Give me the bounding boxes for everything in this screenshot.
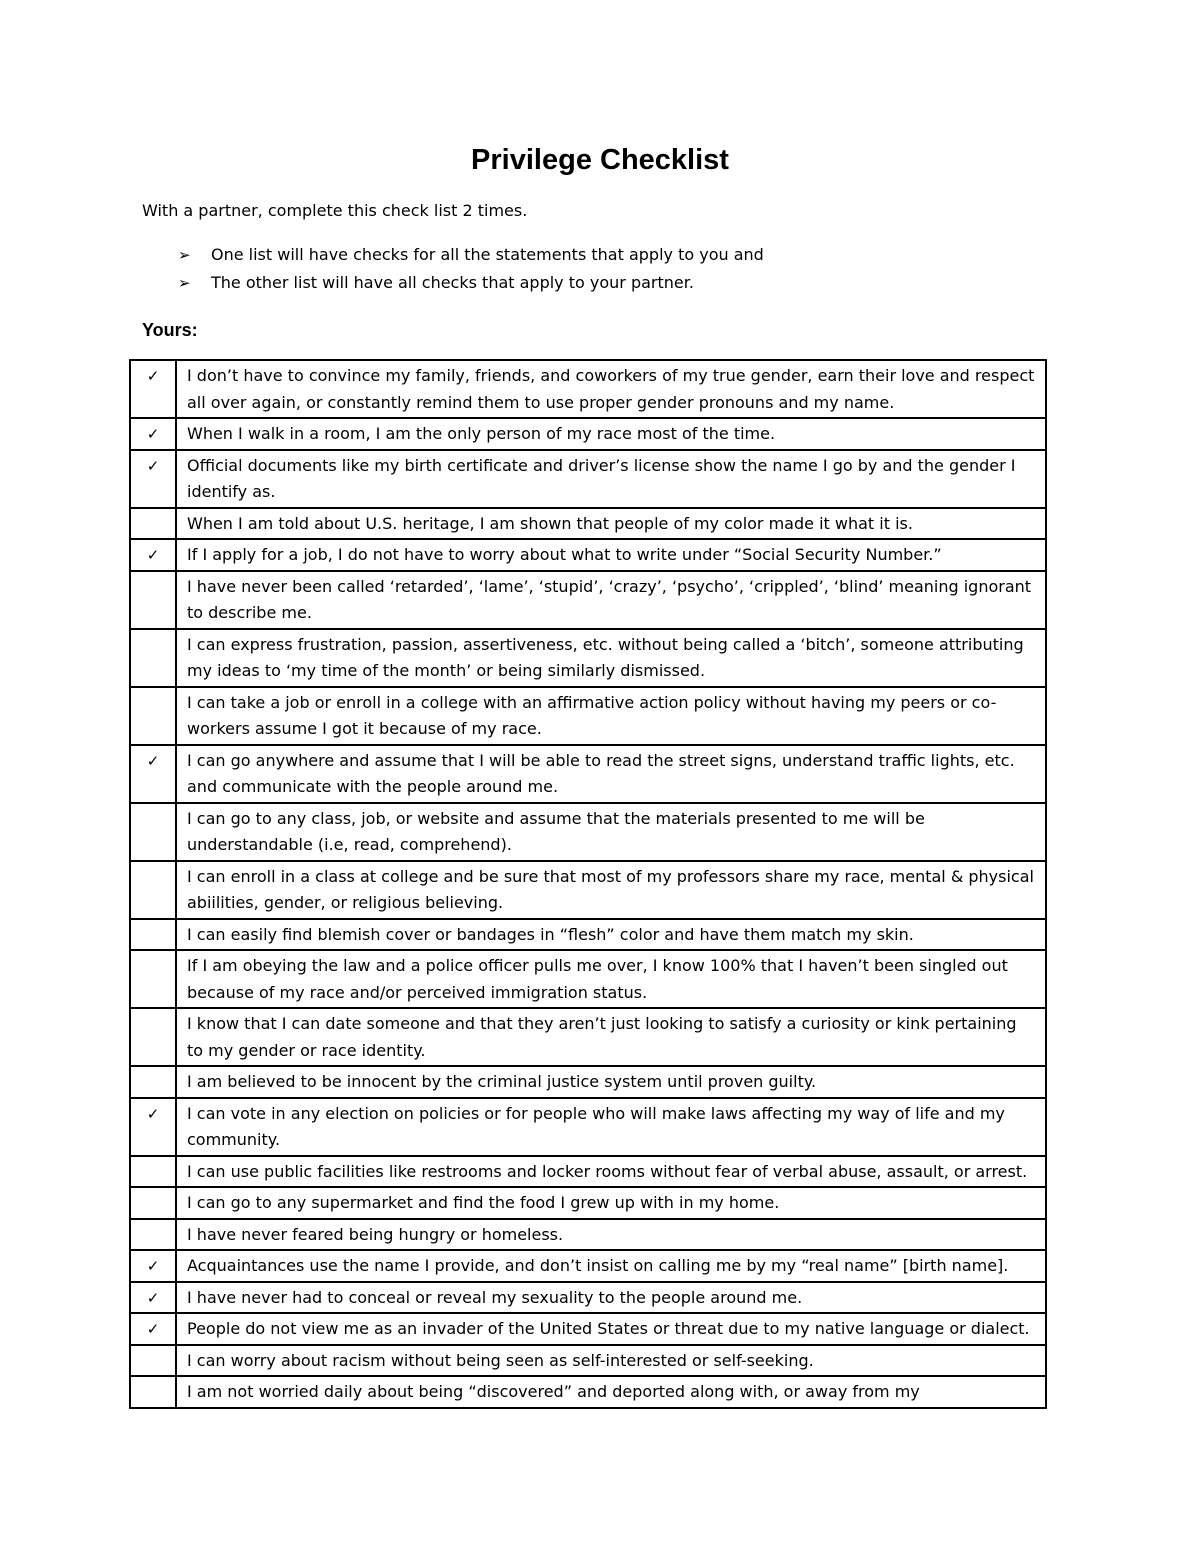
checkbox-cell[interactable] [130,571,176,629]
statement-text: I am not worried daily about being “discovered” and deported along with, or away from my [176,1376,1046,1408]
checkmark-icon: ✓ [146,1320,160,1338]
table-row [130,1156,1046,1188]
checkbox-cell[interactable] [130,1008,176,1066]
table-row [130,919,1046,951]
table-row [130,1313,1046,1345]
table-row [130,950,1046,1008]
checkbox-cell[interactable] [130,1219,176,1251]
statement-text: I can take a job or enroll in a college with an affirmative action policy without having my peers or co-workers assume I got it because of my race. [176,687,1046,745]
checkbox-cell[interactable] [130,803,176,861]
instruction-list [178,241,764,297]
checkmark-icon: ✓ [146,751,160,770]
table-row [130,1066,1046,1098]
table-row [130,745,1046,803]
statement-text: I can worry about racism without being seen as self-interested or self-seeking. [176,1345,1046,1377]
checkbox-cell[interactable] [130,508,176,540]
statement-text: I have never been called ‘retarded’, ‘lame’, ‘stupid’, ‘crazy’, ‘psycho’, ‘crippled’, ‘blind’ meaning ignorant to describe me. [176,571,1046,629]
checkbox-cell[interactable] [130,1156,176,1188]
checkmark-icon: ✓ [146,456,160,475]
statement-text: Official documents like my birth certificate and driver’s license show the name I go by and the gender I identify as. [176,450,1046,508]
checkbox-cell-checked[interactable] [130,1313,176,1345]
list-item-text: One list will have checks for all the statements that apply to you and [211,245,764,264]
table-row [130,450,1046,508]
checkmark-icon: ✓ [146,1257,160,1275]
statement-text: I can use public facilities like restrooms and locker rooms without fear of verbal abuse, assault, or arrest. [176,1156,1046,1188]
checkmark-icon: ✓ [146,367,160,385]
statement-text: I can express frustration, passion, assertiveness, etc. without being called a ‘bitch’, someone attributing my ideas to ‘my time of the month’ or being similarly dismissed. [176,629,1046,687]
statement-text: People do not view me as an invader of the United States or threat due to my native language or dialect. [176,1313,1046,1345]
table-row [130,861,1046,919]
table-row [130,1219,1046,1251]
table-row [130,360,1046,418]
statement-text: I can go to any supermarket and find the food I grew up with in my home. [176,1187,1046,1219]
checkbox-cell[interactable] [130,1345,176,1377]
statement-text: I have never feared being hungry or homeless. [176,1219,1046,1251]
statement-text: I have never had to conceal or reveal my sexuality to the people around me. [176,1282,1046,1314]
checkbox-cell[interactable] [130,1187,176,1219]
table-row [130,1098,1046,1156]
table-row [130,571,1046,629]
checkbox-cell-checked[interactable] [130,1250,176,1282]
table-row [130,803,1046,861]
statement-text: I know that I can date someone and that they aren’t just looking to satisfy a curiosity or kink pertaining to my gender or race identity. [176,1008,1046,1066]
checkmark-icon: ✓ [146,546,160,564]
checkbox-cell-checked[interactable] [130,1098,176,1156]
statement-text: If I apply for a job, I do not have to worry about what to write under “Social Security Number.” [176,539,1046,571]
statement-text: I don’t have to convince my family, friends, and coworkers of my true gender, earn their love and respect all over again, or constantly remind them to use proper gender pronouns and my name. [176,360,1046,418]
checkbox-cell-checked[interactable] [130,539,176,571]
statement-text: I can go to any class, job, or website and assume that the materials presented to me will be understandable (i.e, read, comprehend). [176,803,1046,861]
statement-text: When I am told about U.S. heritage, I am shown that people of my color made it what it is. [176,508,1046,540]
list-item [178,269,764,297]
checkbox-cell-checked[interactable] [130,745,176,803]
checkbox-cell[interactable] [130,950,176,1008]
table-row [130,1008,1046,1066]
table-row [130,1187,1046,1219]
table-row [130,687,1046,745]
checkbox-cell-checked[interactable] [130,360,176,418]
section-label: Yours: [142,320,198,340]
table-row [130,629,1046,687]
checkbox-cell[interactable] [130,629,176,687]
privilege-checklist-table [129,359,1047,1409]
statement-text: If I am obeying the law and a police officer pulls me over, I know 100% that I haven’t been singled out because of my race and/or perceived immigration status. [176,950,1046,1008]
list-item-text: The other list will have all checks that apply to your partner. [211,273,694,292]
checkbox-cell[interactable] [130,919,176,951]
intro-text: With a partner, complete this check list 2 times. [142,201,528,220]
table-row [130,1282,1046,1314]
checkbox-cell[interactable] [130,861,176,919]
checkbox-cell-checked[interactable] [130,1282,176,1314]
statement-text: When I walk in a room, I am the only person of my race most of the time. [176,418,1046,450]
statement-text: I am believed to be innocent by the criminal justice system until proven guilty. [176,1066,1046,1098]
checkbox-cell[interactable] [130,1376,176,1408]
checkmark-icon: ✓ [146,1104,160,1123]
table-row [130,418,1046,450]
checkmark-icon: ✓ [146,425,160,443]
statement-text: I can easily find blemish cover or bandages in “flesh” color and have them match my skin. [176,919,1046,951]
table-row [130,1376,1046,1408]
statement-text: I can enroll in a class at college and be sure that most of my professors share my race, mental & physical abiilities, gender, or religious believing. [176,861,1046,919]
table-row [130,1250,1046,1282]
list-item [178,241,764,269]
statement-text: I can vote in any election on policies or for people who will make laws affecting my way of life and my community. [176,1098,1046,1156]
checkbox-cell[interactable] [130,687,176,745]
table-row [130,508,1046,540]
checkbox-cell-checked[interactable] [130,450,176,508]
page-title: Privilege Checklist [471,144,729,176]
checkbox-cell-checked[interactable] [130,418,176,450]
statement-text: I can go anywhere and assume that I will be able to read the street signs, understand traffic lights, etc. and communicate with the people around me. [176,745,1046,803]
checkbox-cell[interactable] [130,1066,176,1098]
statement-text: Acquaintances use the name I provide, and don’t insist on calling me by my “real name” [birth name]. [176,1250,1046,1282]
checkmark-icon: ✓ [146,1288,160,1307]
arrow-bullet-icon: ➢ [178,274,191,292]
arrow-bullet-icon: ➢ [178,246,191,264]
table-row [130,539,1046,571]
table-row [130,1345,1046,1377]
